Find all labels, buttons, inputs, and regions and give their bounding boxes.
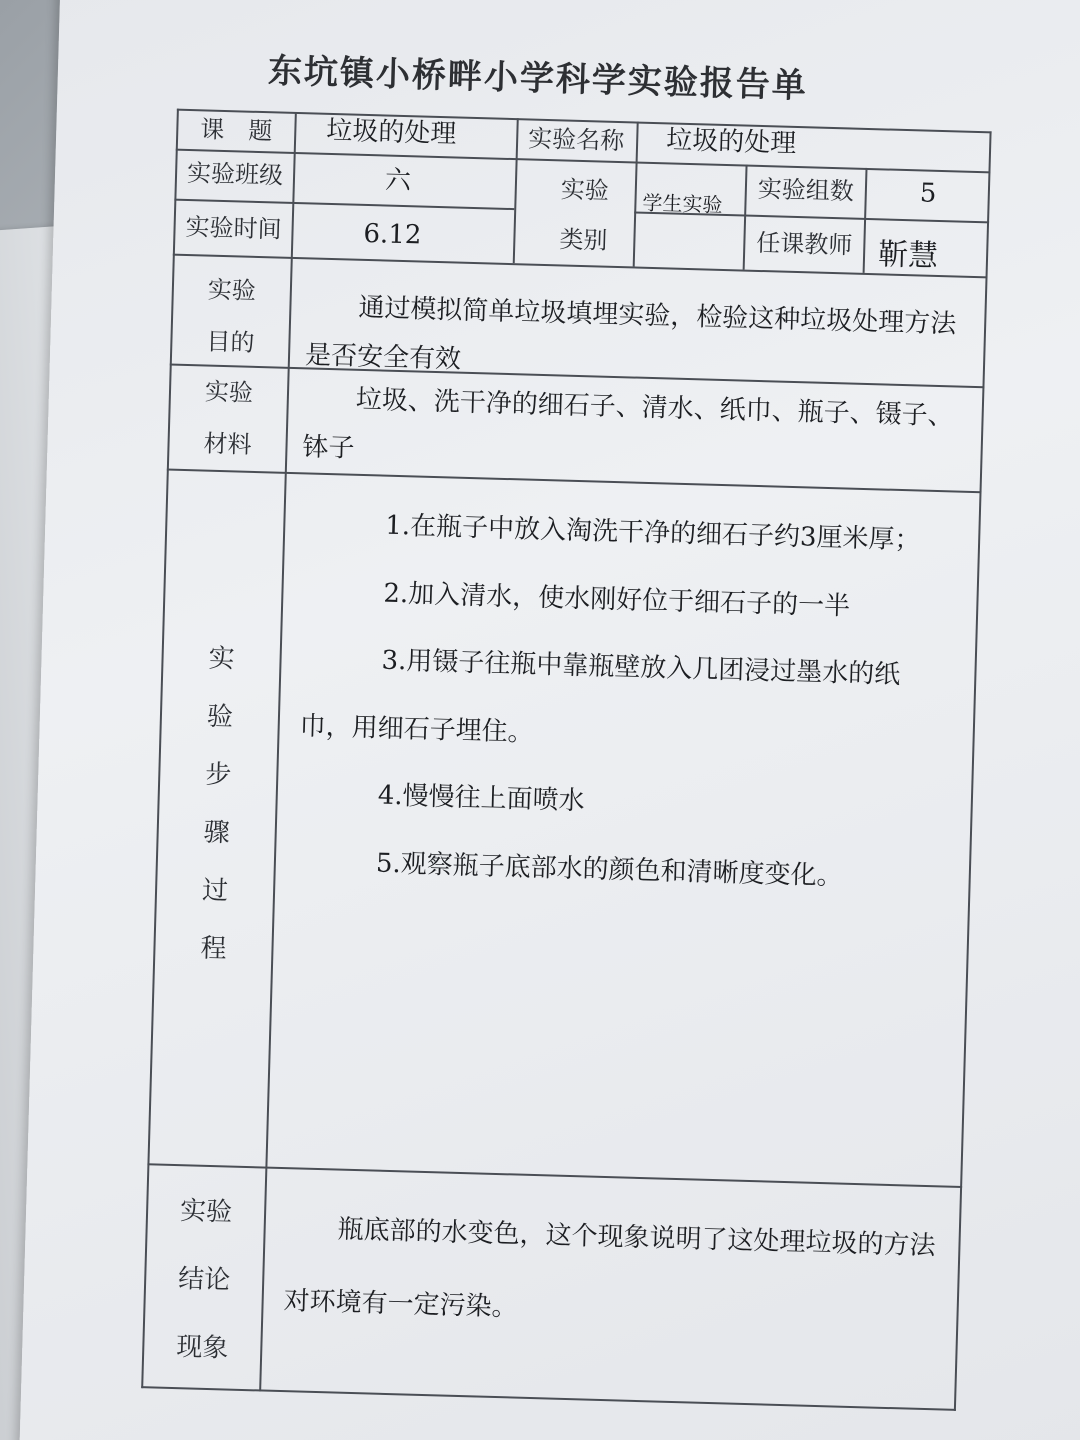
label-time: 实验时间	[185, 212, 282, 244]
value-experiment-name: 垃圾的处理	[665, 125, 797, 159]
value-category: 学生实验	[642, 190, 723, 217]
value-topic: 垃圾的处理	[325, 115, 457, 150]
label-conclusion-line: 结论	[177, 1264, 231, 1296]
label-class: 实验班级	[186, 158, 284, 190]
col-divider-d	[863, 168, 868, 273]
label-materials-line1: 实验	[204, 377, 254, 407]
col-divider-a	[513, 118, 519, 263]
value-class: 六	[384, 165, 412, 197]
label-teacher: 任课教师	[756, 228, 853, 260]
step-item: 4.慢慢往上面喷水	[377, 780, 585, 817]
value-time: 6.12	[363, 218, 422, 251]
label-experiment-name: 实验名称	[527, 124, 625, 156]
label-category-line1: 实验	[560, 175, 610, 205]
label-purpose-line1: 实验	[207, 275, 257, 305]
row-divider-3	[173, 254, 988, 279]
value-conclusion: 瓶底部的水变色，这个现象说明了这处理垃圾的方法对环境有一定污染。	[283, 1214, 936, 1323]
value-teacher: 靳慧	[877, 237, 939, 274]
value-purpose: 通过模拟简单垃圾填埋实验，检验这种垃圾处理方法是否安全有效	[304, 292, 957, 376]
col-divider-c	[743, 165, 748, 270]
label-materials-line2: 材料	[203, 429, 252, 459]
label-topic: 课 题	[199, 115, 273, 146]
steps-list	[295, 490, 956, 914]
border-bottom	[141, 1386, 956, 1411]
step-item: 2.加入清水，使水刚好位于细石子的一半	[383, 578, 851, 622]
label-groups: 实验组数	[757, 174, 855, 206]
report-form	[141, 109, 991, 1411]
label-conclusion-line: 实验	[179, 1196, 233, 1228]
row-divider-6	[147, 1163, 962, 1188]
label-steps	[183, 629, 253, 979]
step-item: 1.在瓶子中放入淘洗干净的细石子约3厘米厚；	[384, 510, 921, 556]
label-steps-char: 验	[206, 701, 234, 733]
label-category-line2: 类别	[559, 225, 608, 255]
label-steps-char: 骤	[203, 817, 231, 849]
step-item: 3.用镊子往瓶中靠瓶壁放入几团浸过墨水的纸巾，用细石子埋住。	[299, 645, 901, 748]
col-divider-b	[633, 121, 639, 266]
report-sheet	[19, 0, 1080, 1440]
value-materials: 垃圾、洗干净的细石子、清水、纸巾、瓶子、镊子、钵子	[302, 384, 955, 465]
label-purpose-line2: 目的	[206, 327, 255, 357]
label-conclusion	[151, 1177, 257, 1384]
step-item: 5.观察瓶子底部水的颜色和清晰度变化。	[375, 848, 843, 892]
label-steps-char: 实	[208, 643, 235, 675]
label-steps-char: 过	[201, 875, 229, 907]
value-groups: 5	[919, 178, 937, 209]
label-steps-char: 步	[204, 759, 232, 791]
row-divider-2-left	[174, 199, 514, 210]
label-conclusion-line: 现象	[175, 1332, 229, 1364]
label-steps-char: 程	[200, 933, 227, 965]
page-title: 东坑镇小桥畔小学科学实验报告单	[267, 51, 809, 107]
